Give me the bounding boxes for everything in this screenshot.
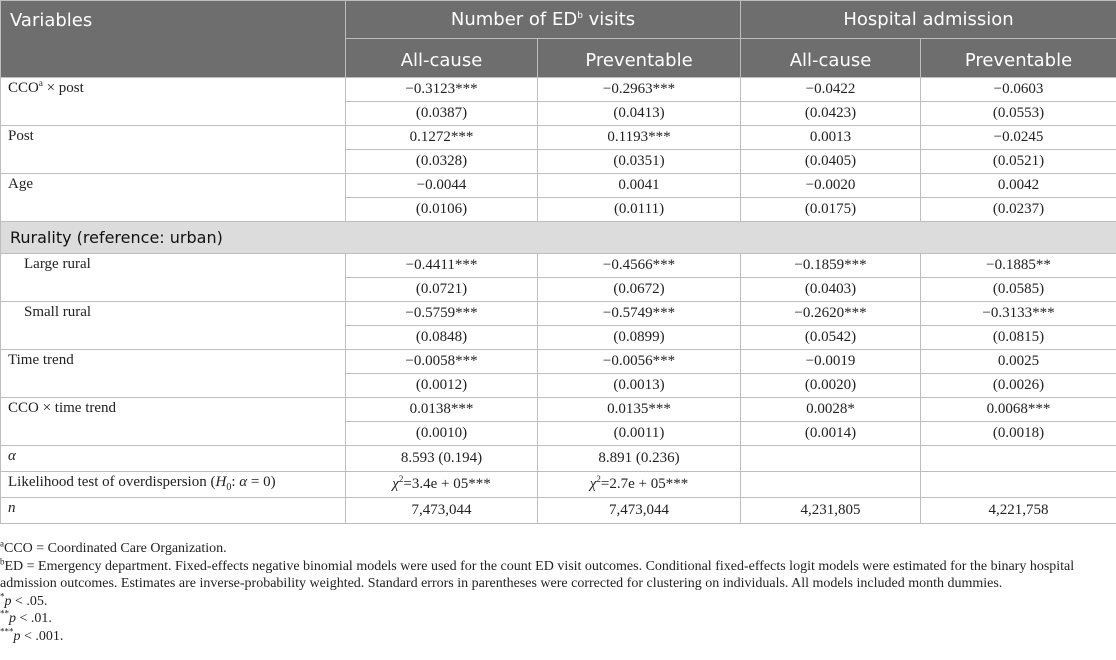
row-label-large-rural: Large rural xyxy=(1,254,346,302)
estimate-cell: −0.0603 xyxy=(921,78,1116,102)
se-cell: (0.0013) xyxy=(538,374,741,398)
estimate-cell: −0.5749*** xyxy=(538,302,741,326)
se-cell: (0.0237) xyxy=(921,198,1116,222)
se-cell: (0.0815) xyxy=(921,326,1116,350)
table-row xyxy=(1,174,1116,198)
se-cell: (0.0011) xyxy=(538,422,741,446)
se-cell: (0.0403) xyxy=(741,278,921,302)
estimate-cell: 0.0025 xyxy=(921,350,1116,374)
estimate-cell: −0.0044 xyxy=(346,174,538,198)
estimate-cell: −0.0019 xyxy=(741,350,921,374)
se-cell: (0.0387) xyxy=(346,102,538,126)
se-cell: (0.0721) xyxy=(346,278,538,302)
estimate-cell: −0.5759*** xyxy=(346,302,538,326)
se-cell: (0.0405) xyxy=(741,150,921,174)
se-cell: (0.0899) xyxy=(538,326,741,350)
hospital-admission-group-header: Hospital admission xyxy=(741,1,1116,39)
se-cell: (0.0106) xyxy=(346,198,538,222)
estimate-cell: −0.0020 xyxy=(741,174,921,198)
estimate-cell: 0.0028* xyxy=(741,398,921,422)
table-row xyxy=(1,472,1116,498)
n-cell: 7,473,044 xyxy=(538,498,741,524)
empty-cell xyxy=(741,472,921,498)
ed-visits-group-header: Number of $ED^b$ visits xyxy=(346,1,741,39)
row-label-cco-time-trend: CCO × time trend xyxy=(1,398,346,446)
se-cell: (0.0111) xyxy=(538,198,741,222)
se-cell: (0.0351) xyxy=(538,150,741,174)
se-cell: (0.0521) xyxy=(921,150,1116,174)
header-row-groups xyxy=(1,1,1116,39)
col-header-hosp-all-cause: All-cause xyxy=(741,39,921,78)
estimate-cell: −0.0245 xyxy=(921,126,1116,150)
estimate-cell: −0.1859*** xyxy=(741,254,921,278)
alpha-cell: 8.891 (0.236) xyxy=(538,446,741,472)
estimate-cell: 0.0135*** xyxy=(538,398,741,422)
table-row xyxy=(1,78,1116,102)
section-label-rurality: Rurality (reference: urban) xyxy=(1,222,1116,254)
row-label-small-rural: Small rural xyxy=(1,302,346,350)
row-label-likelihood-test: Likelihood test of overdispersion ($H_0$: α = 0) xyxy=(1,472,346,498)
empty-cell xyxy=(921,472,1116,498)
estimate-cell: 0.0042 xyxy=(921,174,1116,198)
se-cell: (0.0553) xyxy=(921,102,1116,126)
footnote-p05: *p < .05. xyxy=(0,590,48,609)
footnote-a: $^a$CCO = Coordinated Care Organization. xyxy=(0,538,227,556)
estimate-cell: −0.2963*** xyxy=(538,78,741,102)
estimate-cell: 0.1193*** xyxy=(538,126,741,150)
estimate-cell: −0.0058*** xyxy=(346,350,538,374)
estimate-cell: 0.0013 xyxy=(741,126,921,150)
row-label-alpha: α xyxy=(1,446,346,472)
estimate-cell: −0.1885** xyxy=(921,254,1116,278)
table-row xyxy=(1,254,1116,278)
footnote-b: $^b$ED = Emergency department. Fixed-effects negative binomial models were used for the count ED visit outcomes. Conditional fixed-effects logit models were estimated for the binary hospital admission outcomes. Estimates are inverse-probability weighted. Standard errors in parentheses were corrected for clustering on individuals. All models included month dummies. xyxy=(0,555,1075,591)
table-row xyxy=(1,302,1116,326)
estimate-cell: −0.4411*** xyxy=(346,254,538,278)
se-cell: (0.0328) xyxy=(346,150,538,174)
table-footnotes xyxy=(0,540,1116,645)
se-cell: (0.0672) xyxy=(538,278,741,302)
alpha-cell xyxy=(741,446,921,472)
col-header-ed-all-cause: All-cause xyxy=(346,39,538,78)
chi-square-cell: $\chi^2=2.7e + 05***$ xyxy=(538,472,741,498)
table-row xyxy=(1,398,1116,422)
se-cell: (0.0014) xyxy=(741,422,921,446)
n-cell: 4,231,805 xyxy=(741,498,921,524)
se-cell: (0.0012) xyxy=(346,374,538,398)
estimate-cell: −0.4566*** xyxy=(538,254,741,278)
se-cell: (0.0175) xyxy=(741,198,921,222)
estimate-cell: 0.0068*** xyxy=(921,398,1116,422)
n-cell: 4,221,758 xyxy=(921,498,1116,524)
estimate-cell: 0.0138*** xyxy=(346,398,538,422)
se-cell: (0.0026) xyxy=(921,374,1116,398)
row-label-time-trend: Time trend xyxy=(1,350,346,398)
estimate-cell: −0.0056*** xyxy=(538,350,741,374)
col-header-hosp-preventable: Preventable xyxy=(921,39,1116,78)
estimate-cell: 0.1272*** xyxy=(346,126,538,150)
se-cell: (0.0413) xyxy=(538,102,741,126)
alpha-cell: 8.593 (0.194) xyxy=(346,446,538,472)
n-cell: 7,473,044 xyxy=(346,498,538,524)
table-row xyxy=(1,126,1116,150)
row-label-age: Age xyxy=(1,174,346,222)
row-label-post: Post xyxy=(1,126,346,174)
se-cell: (0.0018) xyxy=(921,422,1116,446)
table-row xyxy=(1,446,1116,472)
row-label-cco-post: $CCO^a$ × post xyxy=(1,78,346,126)
footnote-p01: **p < .01. xyxy=(0,608,52,626)
se-cell: (0.0010) xyxy=(346,422,538,446)
table-row xyxy=(1,350,1116,374)
alpha-cell xyxy=(921,446,1116,472)
se-cell: (0.0585) xyxy=(921,278,1116,302)
se-cell: (0.0423) xyxy=(741,102,921,126)
estimate-cell: −0.3123*** xyxy=(346,78,538,102)
row-label-n: n xyxy=(1,498,346,524)
footnote-p001: ***p < .001. xyxy=(0,625,64,644)
table-row xyxy=(1,498,1116,524)
col-header-ed-preventable: Preventable xyxy=(538,39,741,78)
se-cell: (0.0020) xyxy=(741,374,921,398)
section-row-rurality xyxy=(1,222,1116,254)
se-cell: (0.0848) xyxy=(346,326,538,350)
estimate-cell: −0.0422 xyxy=(741,78,921,102)
estimate-cell: 0.0041 xyxy=(538,174,741,198)
estimate-cell: −0.2620*** xyxy=(741,302,921,326)
estimate-cell: −0.3133*** xyxy=(921,302,1116,326)
chi-square-cell: $\chi^2=3.4e + 05***$ xyxy=(346,472,538,498)
variables-header: Variables xyxy=(1,1,346,78)
se-cell: (0.0542) xyxy=(741,326,921,350)
